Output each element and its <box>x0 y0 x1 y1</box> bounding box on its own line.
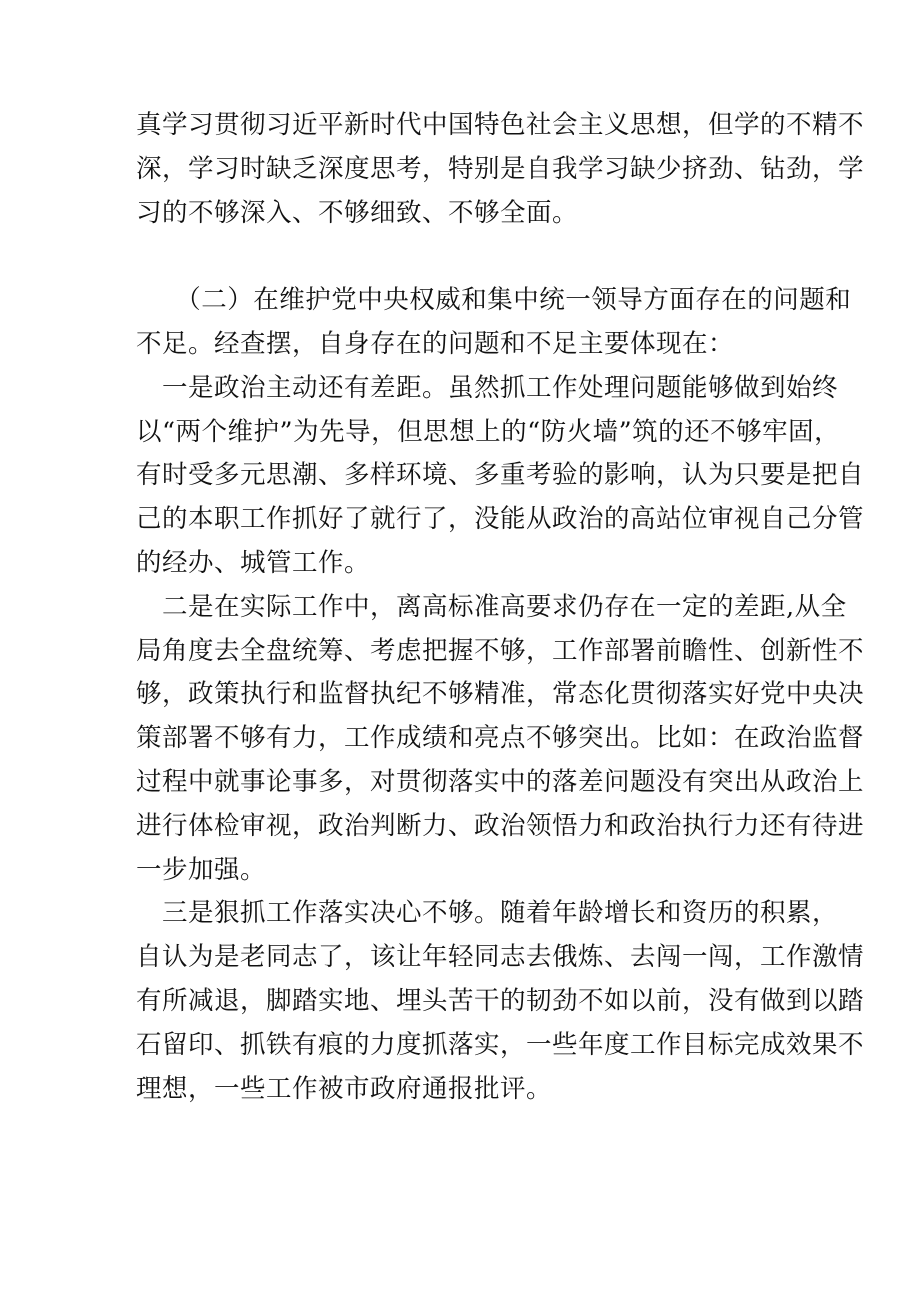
text-line: 真学习贯彻习近平新时代中国特色社会主义思想，但学的不精不 <box>136 110 865 140</box>
text-line: 策部署不够有力，工作成绩和亮点不够突出。比如：在政治监督 <box>136 723 865 754</box>
text-line: 一步加强。 <box>136 854 267 885</box>
text-line: 过程中就事论事多，对贯彻落实中的落差问题没有突出从政治上 <box>136 766 865 797</box>
text-line: 够，政策执行和监督执纪不够精准，常态化贯彻落实好党中央决 <box>136 679 865 710</box>
text-line: 进行体检审视，政治判断力、政治领悟力和政治执行力还有待进 <box>136 810 865 841</box>
section-heading-line: （二）在维护党中央权威和集中统一领导方面存在的问题和 <box>136 285 852 316</box>
text-line: 有时受多元思潮、多样环境、多重考验的影响，认为只要是把自 <box>136 460 865 491</box>
text-line: 有所减退，脚踏实地、埋头苦干的韧劲不如以前，没有做到以踏 <box>136 985 865 1016</box>
text-line: 的经办、城管工作。 <box>136 547 371 578</box>
text-line: 以“两个维护”为先导，但思想上的“防火墙”筑的还不够牢固， <box>136 416 841 447</box>
text-line: 习的不够深入、不够细致、不够全面。 <box>136 197 579 228</box>
text-line: 一是政治主动还有差距。虽然抓工作处理问题能够做到始终 <box>136 372 839 403</box>
text-line: 不足。经查摆，自身存在的问题和不足主要体现在： <box>136 328 735 359</box>
text-line: 二是在实际工作中，离高标准高要求仍存在一定的差距,从全 <box>136 591 847 622</box>
text-line: 石留印、抓铁有痕的力度抓落实，一些年度工作目标完成效果不 <box>136 1029 865 1060</box>
text-line: 局角度去全盘统筹、考虑把握不够，工作部署前瞻性、创新性不 <box>136 635 865 666</box>
document-body <box>136 104 865 1111</box>
text-line: 三是狠抓工作落实决心不够。随着年龄增长和资历的积累， <box>136 898 839 929</box>
text-line: 己的本职工作抓好了就行了，没能从政治的高站位审视自己分管 <box>136 504 865 535</box>
text-line: 深，学习时缺乏深度思考，特别是自我学习缺少挤劲、钻劲，学 <box>136 153 865 184</box>
text-line: 理想，一些工作被市政府通报批评。 <box>136 1073 553 1104</box>
text-line: 自认为是老同志了，该让年轻同志去俄炼、去闯一闯，工作激情 <box>136 942 865 973</box>
